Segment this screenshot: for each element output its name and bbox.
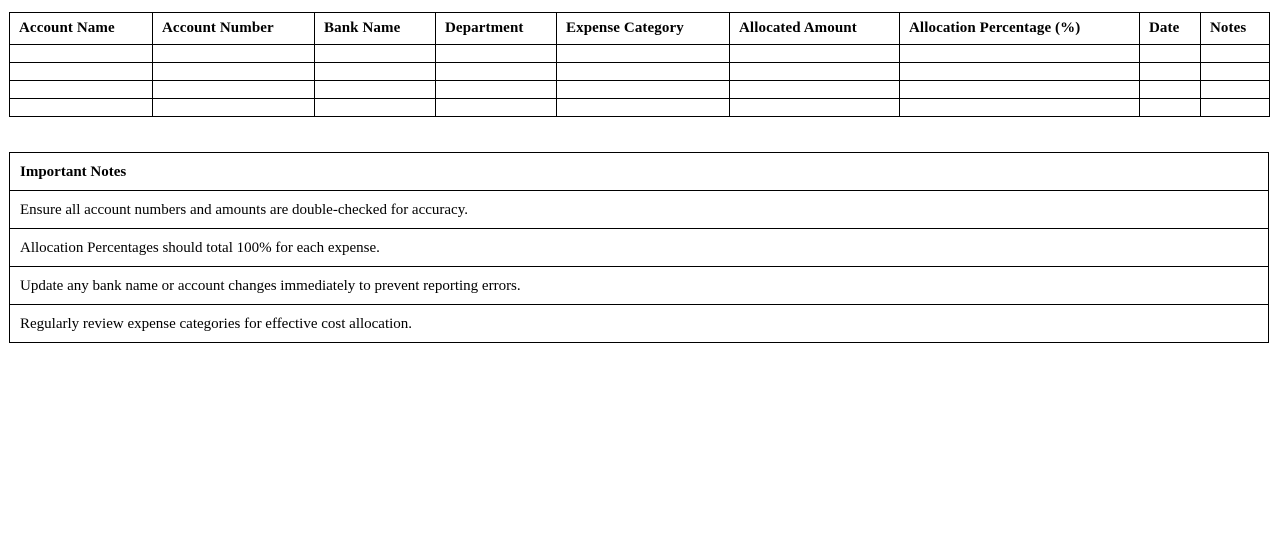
cell-account-number[interactable] (153, 63, 315, 81)
cell-allocation-percentage[interactable] (900, 45, 1140, 63)
cell-expense-category[interactable] (557, 99, 730, 117)
expense-allocation-table (9, 12, 1270, 117)
cell-expense-category[interactable] (557, 81, 730, 99)
cell-bank-name[interactable] (315, 99, 436, 117)
header-row (10, 13, 1270, 45)
cell-date[interactable] (1140, 81, 1201, 99)
cell-account-number[interactable] (153, 99, 315, 117)
cell-notes[interactable] (1201, 45, 1270, 63)
notes-header-row (10, 153, 1269, 191)
cell-account-name[interactable] (10, 81, 153, 99)
important-notes-container (9, 152, 1269, 343)
cell-allocated-amount[interactable] (730, 45, 900, 63)
cell-department[interactable] (436, 99, 557, 117)
cell-account-name[interactable] (10, 45, 153, 63)
cell-date[interactable] (1140, 45, 1201, 63)
cell-bank-name[interactable] (315, 81, 436, 99)
cell-notes[interactable] (1201, 81, 1270, 99)
list-item (10, 191, 1269, 229)
cell-bank-name[interactable] (315, 63, 436, 81)
cell-notes[interactable] (1201, 63, 1270, 81)
column-header-account-number: Account Number (153, 13, 315, 45)
table-row (10, 45, 1270, 63)
cell-expense-category[interactable] (557, 63, 730, 81)
list-item (10, 305, 1269, 343)
cell-allocation-percentage[interactable] (900, 63, 1140, 81)
column-header-date: Date (1140, 13, 1201, 45)
important-notes-body (10, 191, 1269, 343)
table-row (10, 81, 1270, 99)
list-item (10, 267, 1269, 305)
cell-bank-name[interactable] (315, 45, 436, 63)
allocation-table-body (10, 45, 1270, 117)
column-header-bank-name: Bank Name (315, 13, 436, 45)
important-notes-header (10, 153, 1269, 191)
table-row (10, 63, 1270, 81)
cell-date[interactable] (1140, 63, 1201, 81)
table-row (10, 99, 1270, 117)
cell-notes[interactable] (1201, 99, 1270, 117)
column-header-allocation-percentage: Allocation Percentage (%) (900, 13, 1140, 45)
cell-allocation-percentage[interactable] (900, 99, 1140, 117)
cell-account-number[interactable] (153, 45, 315, 63)
cell-account-name[interactable] (10, 99, 153, 117)
column-header-allocated-amount: Allocated Amount (730, 13, 900, 45)
cell-date[interactable] (1140, 99, 1201, 117)
allocation-table-container (9, 12, 1269, 117)
note-text: Ensure all account numbers and amounts are double-checked for accuracy. (10, 191, 1269, 229)
column-header-department: Department (436, 13, 557, 45)
cell-department[interactable] (436, 45, 557, 63)
allocation-table-header (10, 13, 1270, 45)
column-header-notes: Notes (1201, 13, 1270, 45)
note-text: Update any bank name or account changes immediately to prevent reporting errors. (10, 267, 1269, 305)
column-header-expense-category: Expense Category (557, 13, 730, 45)
list-item (10, 229, 1269, 267)
cell-expense-category[interactable] (557, 45, 730, 63)
column-header-account-name: Account Name (10, 13, 153, 45)
cell-allocation-percentage[interactable] (900, 81, 1140, 99)
important-notes-table (9, 152, 1269, 343)
cell-allocated-amount[interactable] (730, 81, 900, 99)
note-text: Allocation Percentages should total 100% for each expense. (10, 229, 1269, 267)
cell-account-name[interactable] (10, 63, 153, 81)
cell-department[interactable] (436, 63, 557, 81)
cell-account-number[interactable] (153, 81, 315, 99)
note-text: Regularly review expense categories for effective cost allocation. (10, 305, 1269, 343)
cell-department[interactable] (436, 81, 557, 99)
important-notes-title: Important Notes (10, 153, 1269, 191)
cell-allocated-amount[interactable] (730, 63, 900, 81)
cell-allocated-amount[interactable] (730, 99, 900, 117)
